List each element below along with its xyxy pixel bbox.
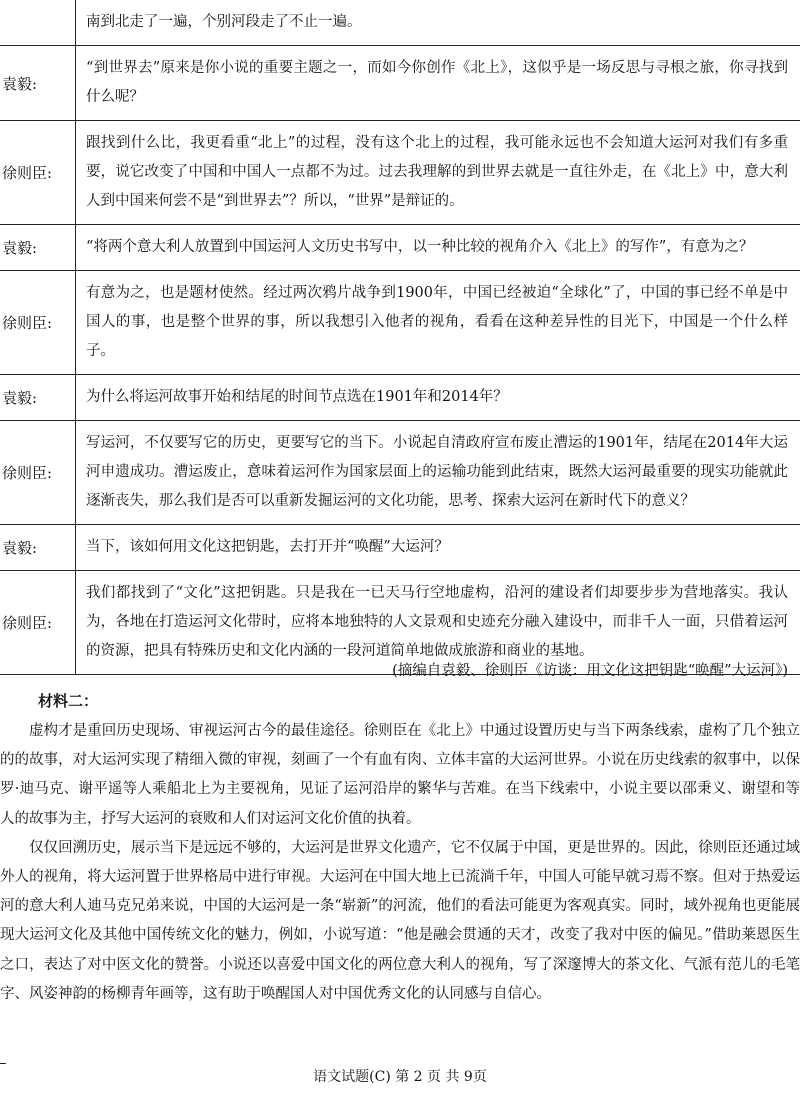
- interview-row: [0, 225, 800, 271]
- interview-row: [0, 271, 800, 375]
- speaker-label: 徐则臣:: [0, 271, 76, 375]
- interview-text: 我们都找到了“文化”这把钥匙。只是我在一已天马行空地虚构，沿河的建设者们却要步步为营地落实。我认为，各地在打造运河文化带时，应将本地独特的人文景观和史迹充分融入建设中，而非千人一面，只借着运河的资源，把具有特殊历史和文化内涵的一段河道简单地做成旅游和商业的基地。: [76, 571, 800, 675]
- margin-mark: [0, 1063, 6, 1064]
- interview-text: “到世界去”原来是你小说的重要主题之一，而如今你创作《北上》，这似乎是一场反思与寻根之旅，你寻找到什么呢？: [76, 46, 800, 121]
- source-citation: (摘编自袁毅、徐则臣《访谈：用文化这把钥匙“唤醒”大运河》): [392, 663, 788, 679]
- speaker-label: [0, 0, 76, 46]
- interview-text: 当下，该如何用文化这把钥匙，去打开并“唤醒”大运河？: [76, 525, 800, 571]
- page-footer: 语文试题(C) 第 2 页 共 9页: [313, 1069, 487, 1085]
- speaker-label: 徐则臣:: [0, 121, 76, 225]
- body-paragraph: 虚构才是重回历史现场、审视运河古今的最佳途径。徐则臣在《北上》中通过设置历史与当下两条线索，虚构了几个独立的的故事，对大运河实现了精细入微的审视，刻画了一个有血有肉、立体丰富的大运河世界。小说在历史线索的叙事中，以保罗·迪马克、谢平遥等人乘船北上为主要视角，见证了运河沿岸的繁华与苦难。在当下线索中，小说主要以邵秉义、谢望和等人的故事为主，抒写大运河的衰败和人们对运河文化价值的执着。: [0, 723, 800, 827]
- speaker-label: 袁毅:: [0, 225, 76, 271]
- interview-row: [0, 0, 800, 46]
- interview-row: [0, 525, 800, 571]
- section-title: 材料二：: [38, 692, 99, 710]
- interview-text: 跟找到什么比，我更看重“北上”的过程，没有这个北上的过程，我可能永远也不会知道大运河对我们有多重要，说它改变了中国和中国人一点都不为过。过去我理解的到世界去就是一直往外走，在《北上》中，意大利人到中国来何尝不是“到世界去”？所以，“世界”是辩证的。: [76, 121, 800, 225]
- interview-text: 为什么将运河故事开始和结尾的时间节点选在1901年和2014年？: [76, 375, 800, 421]
- speaker-label: 徐则臣:: [0, 421, 76, 525]
- interview-row: [0, 421, 800, 525]
- interview-text: “将两个意大利人放置到中国运河人文历史书写中，以一种比较的视角介入《北上》的写作”，有意为之？: [76, 225, 800, 271]
- speaker-label: 袁毅:: [0, 375, 76, 421]
- interview-row: [0, 121, 800, 225]
- interview-text: 有意为之，也是题材使然。经过两次鸦片战争到1900年，中国已经被迫“全球化”了，中国的事已经不单是中国人的事，也是整个世界的事，所以我想引入他者的视角，看看在这种差异性的目光下，中国是一个什么样子。: [76, 271, 800, 375]
- speaker-label: 徐则臣:: [0, 571, 76, 675]
- speaker-label: 袁毅:: [0, 525, 76, 571]
- interview-text: 写运河，不仅要写它的历史，更要写它的当下。小说起自清政府宣布废止漕运的1901年，结尾在2014年大运河申遗成功。漕运废止，意味着运河作为国家层面上的运输功能到此结束，既然大运河最重要的现实功能就此逐渐丧失，那么我们是否可以重新发掘运河的文化功能，思考、探索大运河在新时代下的意义？: [76, 421, 800, 525]
- interview-row: [0, 375, 800, 421]
- speaker-label: 袁毅:: [0, 46, 76, 121]
- interview-text: 南到北走了一遍，个别河段走了不止一遍。: [76, 0, 800, 46]
- body-paragraph: 仅仅回溯历史，展示当下是远远不够的，大运河是世界文化遗产，它不仅属于中国，更是世界的。因此，徐则臣还通过域外人的视角，将大运河置于世界格局中进行审视。大运河在中国大地上已流淌千年，中国人可能早就习焉不察。但对于热爱运河的意大利人迪马克兄弟来说，中国的大运河是一条“崭新”的河流，他们的看法可能更为客观真实。同时，域外视角也更能展现大运河文化及其他中国传统文化的魅力，例如，小说写道：“他是融会贯通的天才，改变了我对中医的偏见。”借助莱恩医生之口，表达了对中医文化的赞誉。小说还以喜爱中国文化的两位意大利人的视角，写了深邃博大的茶文化、气派有范儿的毛笔字、风姿神韵的杨柳青年画等，这有助于唤醒国人对中国优秀文化的认同感与自信心。: [0, 839, 800, 1002]
- interview-row: [0, 46, 800, 121]
- material-two-body: [0, 717, 800, 1009]
